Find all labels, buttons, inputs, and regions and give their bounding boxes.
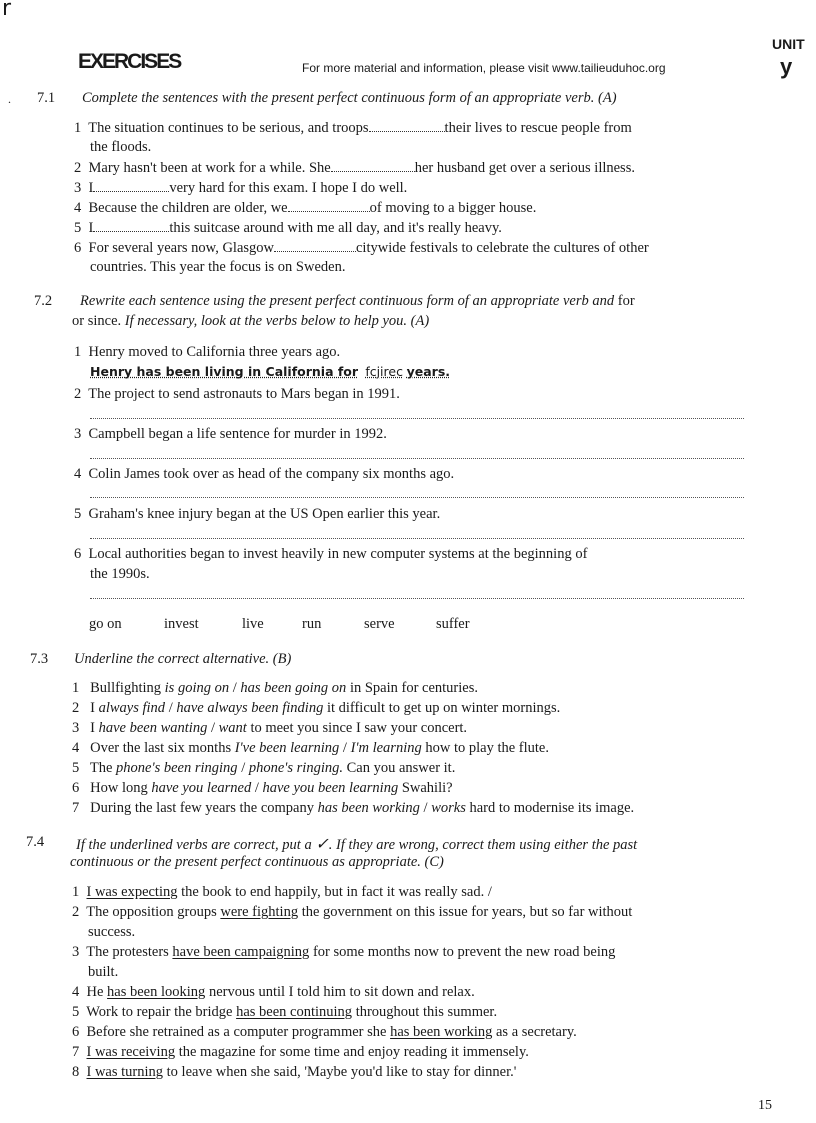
underlined-verb[interactable]: I was expecting — [86, 884, 178, 900]
list-item — [74, 426, 387, 443]
list-item — [72, 680, 478, 697]
item-continuation: countries. This year the focus is on Sweden. — [90, 259, 346, 275]
instruction-keyword: or — [72, 313, 85, 329]
option-separator: / — [342, 740, 347, 756]
item-number: 4 — [72, 984, 80, 1000]
item-text: Over the last six months — [90, 740, 232, 756]
verb-option: serve — [364, 616, 395, 632]
item-text: very hard for this exam. I hope I do well. — [169, 180, 408, 196]
item-text: The — [89, 760, 113, 776]
item-text: The opposition groups — [86, 904, 217, 920]
unit-number: y — [780, 54, 793, 79]
item-text: Campbell began a life sentence for murder in 1992. — [88, 426, 387, 442]
option-separator: / — [423, 800, 428, 816]
list-item — [74, 546, 587, 563]
tick-icon: ✓ — [315, 836, 329, 853]
item-continuation: built. — [88, 964, 119, 980]
exercises-heading: EXERCISES — [78, 50, 181, 73]
item-text: to meet you since I saw your concert. — [250, 720, 468, 736]
list-item — [72, 944, 615, 961]
exercise-instruction-continued — [72, 313, 429, 330]
item-number: 1 — [74, 120, 82, 136]
item-text: He — [86, 984, 104, 1000]
option-separator: / — [232, 680, 237, 696]
item-text: For several years now, Glasgow — [88, 240, 274, 256]
list-item — [74, 506, 440, 523]
item-number: 6 — [74, 546, 82, 562]
option-separator: / — [210, 720, 215, 736]
item-number: 2 — [74, 160, 82, 176]
alternative-option[interactable]: have you learned — [151, 780, 252, 796]
option-separator: / — [254, 780, 259, 796]
margin-dot: . — [8, 92, 11, 106]
item-text: The situation continues to be serious, and troops — [88, 120, 369, 136]
item-text: How long — [90, 780, 148, 796]
instruction-keyword: for — [617, 293, 635, 309]
alternative-option[interactable]: want — [218, 720, 247, 736]
verb-option: live — [242, 616, 264, 632]
alternative-option[interactable]: I'm learning — [350, 740, 422, 756]
underlined-verb[interactable]: I was turning — [86, 1064, 164, 1080]
list-item — [72, 700, 560, 717]
answer-line[interactable] — [90, 497, 744, 498]
list-item — [72, 1004, 497, 1021]
instruction-text: . If they are wrong, correct them using either the past — [328, 837, 638, 853]
answer-blank[interactable] — [93, 179, 169, 192]
underlined-verb[interactable]: I was receiving — [86, 1044, 176, 1060]
handwritten-answer: fcjirec — [365, 364, 403, 379]
item-text: her husband get over a serious illness. — [414, 160, 635, 176]
answer-line[interactable] — [90, 598, 744, 599]
answer-line[interactable] — [90, 458, 744, 459]
underlined-verb[interactable]: has been looking — [107, 984, 206, 1000]
page-number: 15 — [758, 1098, 772, 1113]
visit-notice: For more material and information, please visit www.tailieuduhoc.org — [302, 61, 666, 75]
item-number: 4 — [74, 200, 82, 216]
list-item — [72, 984, 475, 1001]
exercise-instruction — [76, 834, 637, 854]
item-text: for some months now to prevent the new road being — [312, 944, 616, 960]
answer-blank[interactable] — [331, 159, 415, 172]
list-item — [72, 1064, 516, 1081]
item-number: 7 — [72, 800, 80, 816]
exercise-instruction-continued: continuous or the present perfect continuous as appropriate. (C) — [70, 854, 444, 870]
item-text: their lives to rescue people from — [444, 120, 632, 136]
exercise-instruction: Underline the correct alternative. (B) — [74, 651, 292, 667]
item-text: the government on this issue for years, but so far without — [301, 904, 633, 920]
handwritten-answer: years. — [406, 364, 451, 379]
unit-label: UNIT — [772, 36, 805, 52]
alternative-option[interactable]: always find — [98, 700, 166, 716]
list-item — [72, 904, 632, 921]
answer-blank[interactable] — [288, 199, 370, 212]
list-item — [72, 740, 549, 757]
item-number: 6 — [72, 1024, 80, 1040]
item-text: I — [90, 720, 95, 736]
answer-line[interactable] — [90, 418, 744, 419]
item-number: 4 — [72, 740, 80, 756]
item-text: Colin James took over as head of the company six months ago. — [88, 466, 455, 482]
item-number: 2 — [72, 904, 80, 920]
item-number: 5 — [72, 760, 80, 776]
list-item — [72, 780, 453, 797]
list-item — [72, 760, 455, 777]
item-continuation: success. — [88, 924, 136, 940]
list-item — [74, 199, 536, 217]
alternative-option[interactable]: has been going on — [240, 680, 347, 696]
corner-mark: r — [2, 0, 12, 21]
item-continuation: the 1990s. — [90, 566, 150, 582]
alternative-option[interactable]: phone's ringing. — [248, 760, 343, 776]
item-number: 7 — [72, 1044, 80, 1060]
item-text: Henry moved to California three years ago. — [88, 344, 341, 360]
list-item — [74, 239, 649, 257]
handwritten-answer: Henry has been living in California for — [90, 364, 359, 379]
item-text: this suitcase around with me all day, and it's really heavy. — [169, 220, 502, 236]
instruction-text: If the underlined verbs are correct, put a — [76, 837, 312, 853]
list-item — [72, 1044, 529, 1061]
item-number: 1 — [72, 884, 80, 900]
item-text: how to play the flute. — [425, 740, 549, 756]
item-number: 1 — [72, 680, 80, 696]
item-number: 5 — [74, 506, 82, 522]
underlined-verb[interactable]: has been working — [390, 1024, 493, 1040]
list-item — [72, 884, 492, 901]
item-text: I — [88, 220, 94, 236]
alternative-option[interactable]: has been working — [317, 800, 420, 816]
verb-option: run — [302, 616, 322, 632]
exercise-number: 7.4 — [26, 834, 45, 850]
list-item — [74, 179, 407, 197]
item-text: it difficult to get up on winter mornings. — [326, 700, 561, 716]
verb-option: invest — [164, 616, 199, 632]
instruction-keyword: since. — [87, 313, 122, 329]
item-number: 6 — [72, 780, 80, 796]
answer-blank[interactable] — [93, 219, 169, 232]
item-number: 8 — [72, 1064, 80, 1080]
item-text: Graham's knee injury began at the US Open earlier this year. — [88, 506, 441, 522]
instruction-text: Rewrite each sentence using the present perfect continuous form of an appropriate verb and — [80, 293, 615, 309]
exercise-number: 7.1 — [37, 90, 56, 106]
item-text: Bullfighting — [90, 680, 162, 696]
answer-blank[interactable] — [369, 119, 445, 132]
item-number: 3 — [72, 720, 80, 736]
alternative-option[interactable]: have been wanting — [98, 720, 208, 736]
item-text: in Spain for centuries. — [349, 680, 478, 696]
item-number: 6 — [74, 240, 82, 256]
list-item — [74, 119, 632, 137]
alternative-option[interactable]: works — [431, 800, 466, 816]
list-item — [74, 386, 400, 403]
item-text: nervous until I told him to sit down and relax. — [208, 984, 475, 1000]
item-text: of moving to a bigger house. — [369, 200, 537, 216]
alternative-option[interactable]: I've been learning — [234, 740, 340, 756]
alternative-option[interactable]: have always been finding — [176, 700, 324, 716]
item-text: The protesters — [86, 944, 169, 960]
item-number: 5 — [72, 1004, 80, 1020]
item-number: 4 — [74, 466, 82, 482]
item-text: the book to end happily, but in fact it was really sad. / — [181, 884, 492, 900]
item-number: 5 — [74, 220, 82, 236]
answer-blank[interactable] — [274, 239, 356, 252]
item-text: Mary hasn't been at work for a while. She — [88, 160, 331, 176]
list-item — [72, 1024, 577, 1041]
alternative-option[interactable]: have you been learning — [262, 780, 399, 796]
item-text: The project to send astronauts to Mars began in 1991. — [88, 386, 400, 402]
answer-line[interactable] — [90, 538, 744, 539]
exercise-number: 7.3 — [30, 651, 49, 667]
item-text: Local authorities began to invest heavily in new computer systems at the beginning of — [88, 546, 588, 562]
underlined-verb[interactable]: have been campaigning — [172, 944, 310, 960]
list-item — [74, 219, 502, 237]
option-separator: / — [168, 700, 173, 716]
item-text: Work to repair the bridge — [86, 1004, 233, 1020]
alternative-option[interactable]: phone's been ringing — [116, 760, 238, 776]
item-text: citywide festivals to celebrate the cultures of other — [356, 240, 649, 256]
item-number: 3 — [74, 426, 82, 442]
item-text: During the last few years the company — [90, 800, 314, 816]
item-continuation: the floods. — [90, 139, 152, 155]
item-number: 1 — [74, 344, 82, 360]
verb-option: go on — [89, 616, 122, 632]
item-text: Can you answer it. — [346, 760, 456, 776]
option-separator: / — [241, 760, 246, 776]
example-answer — [90, 364, 450, 381]
exercise-instruction — [80, 293, 635, 310]
underlined-verb[interactable]: were fighting — [220, 904, 299, 920]
list-item — [72, 800, 634, 817]
item-text: Before she retrained as a computer programmer she — [86, 1024, 387, 1040]
item-text: as a secretary. — [495, 1024, 577, 1040]
item-text: to leave when she said, 'Maybe you'd like to stay for dinner.' — [166, 1064, 517, 1080]
item-text: Swahili? — [401, 780, 453, 796]
exercise-instruction: Complete the sentences with the present perfect continuous form of an appropriate verb. (A) — [82, 90, 617, 106]
list-item — [74, 466, 454, 483]
item-number: 3 — [72, 944, 80, 960]
verb-option: suffer — [436, 616, 470, 632]
item-text: the magazine for some time and enjoy reading it immensely. — [178, 1044, 529, 1060]
list-item — [74, 159, 635, 177]
item-text: Because the children are older, we — [88, 200, 288, 216]
item-number: 2 — [72, 700, 80, 716]
list-item — [74, 344, 340, 361]
item-number: 2 — [74, 386, 82, 402]
alternative-option[interactable]: is going on — [164, 680, 230, 696]
instruction-text: If necessary, look at the verbs below to help you. (A) — [124, 313, 430, 329]
item-text: I — [88, 180, 94, 196]
item-text: hard to modernise its image. — [469, 800, 635, 816]
underlined-verb[interactable]: has been continuing — [236, 1004, 353, 1020]
list-item — [72, 720, 467, 737]
exercise-number: 7.2 — [34, 293, 53, 309]
item-number: 3 — [74, 180, 82, 196]
item-text: throughout this summer. — [355, 1004, 498, 1020]
item-text: I — [90, 700, 95, 716]
